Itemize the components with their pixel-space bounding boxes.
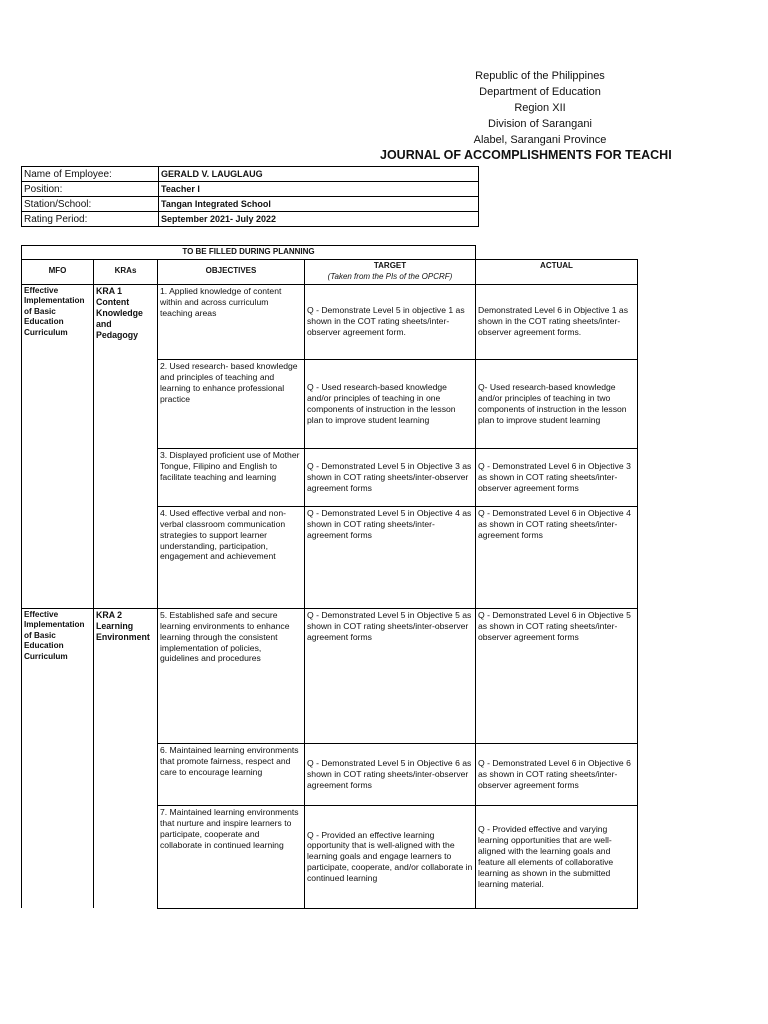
info-label: Position: [22,182,159,197]
objective-cell: 2. Used research- based knowledge and principles of teaching and learning to enhance professional practice [158,359,305,448]
info-label: Station/School: [22,197,159,212]
actual-cell: Q- Used research-based knowledge and/or principles of teaching in two components of instruction in the lesson plan to improve student learning [476,359,638,448]
target-header-label: TARGET [373,261,407,270]
info-row-rating-period [22,212,479,227]
info-label: Rating Period: [22,212,159,227]
info-row-position [22,182,479,197]
header-line-department: Department of Education [479,86,601,98]
target-cell: Q - Demonstrated Level 5 in Objective 6 as shown in COT rating sheets/inter-observer agreement forms [305,743,476,805]
actual-cell: Q - Provided effective and varying learning opportunities that are well-aligned with the learning goals and feature all elements of collaborative learning as shown in the submitted learning material. [476,805,638,908]
actual-cell: Q - Demonstrated Level 6 in Objective 6 as shown in COT rating sheets/inter-observer agreement forms [476,743,638,805]
objective-cell: 7. Maintained learning environments that nurture and inspire learners to participate, cooperate and collaborate in continued learning [158,805,305,908]
table-row [22,284,638,359]
mfo-cell: Effective Implementation of Basic Education Curriculum [22,284,94,608]
info-value: Tangan Integrated School [159,197,479,212]
header-line-republic: Republic of the Philippines [475,70,605,82]
column-header-row [22,260,638,285]
actual-cell: Demonstrated Level 6 in Objective 1 as shown in the COT rating sheets/inter-observer agreement forms. [476,284,638,359]
objective-cell: 3. Displayed proficient use of Mother Tongue, Filipino and English to facilitate teaching and learning [158,448,305,506]
header-line-location: Alabel, Sarangani Province [473,134,607,146]
target-cell: Q - Provided an effective learning opportunity that is well-aligned with the learning goals and engage learners to participate, cooperate, and/or collaborate in continued learning [305,805,476,908]
info-row-name [22,167,479,182]
objective-cell: 4. Used effective verbal and non-verbal classroom communication strategies to support learner understanding, participation, engagement and achievement [158,506,305,608]
planning-header-row [22,246,638,260]
target-cell: Q - Demonstrate Level 5 in objective 1 as shown in the COT rating sheets/inter-observer agreement form. [305,284,476,359]
kra-cell: KRA 2 Learning Environment [94,608,158,908]
target-cell: Q - Demonstrated Level 5 in Objective 5 as shown in COT rating sheets/inter-observer agreement forms [305,608,476,743]
target-cell: Q - Demonstrated Level 5 in Objective 4 as shown in COT rating sheets/inter-agreement forms [305,506,476,608]
column-header-kras: KRAs [94,260,158,285]
journal-table [21,245,638,909]
column-header-mfo: MFO [22,260,94,285]
info-label: Name of Employee: [22,167,159,182]
column-header-actual: ACTUAL [476,260,638,285]
target-cell: Q - Demonstrated Level 5 in Objective 3 as shown in COT rating sheets/inter-observer agreement forms [305,448,476,506]
column-header-target [305,260,476,285]
actual-cell: Q - Demonstrated Level 6 in Objective 5 as shown in COT rating sheets/inter-observer agreement forms [476,608,638,743]
header-line-division: Division of Sarangani [488,118,592,130]
table-row [22,608,638,743]
planning-header: TO BE FILLED DURING PLANNING [22,246,476,260]
empty-cell [476,246,638,260]
target-cell: Q - Used research-based knowledge and/or principles of teaching in one components of instruction in the lesson plan to improve student learning [305,359,476,448]
employee-info-table [21,166,479,227]
objective-cell: 5. Established safe and secure learning environments to enhance learning through the consistent implementation of policies, guidelines and procedures [158,608,305,743]
info-value: Teacher I [159,182,479,197]
column-header-objectives: OBJECTIVES [158,260,305,285]
info-value: September 2021- July 2022 [159,212,479,227]
mfo-cell: Effective Implementation of Basic Education Curriculum [22,608,94,908]
actual-cell: Q - Demonstrated Level 6 in Objective 3 as shown in COT rating sheets/inter-observer agreement forms [476,448,638,506]
info-row-station [22,197,479,212]
actual-cell: Q - Demonstrated Level 6 in Objective 4 as shown in COT rating sheets/inter-agreement forms [476,506,638,608]
target-header-sub: (Taken from the PIs of the OPCRF) [327,271,453,281]
document-title: JOURNAL OF ACCOMPLISHMENTS FOR TEACHI [380,148,672,162]
kra-cell: KRA 1 Content Knowledge and Pedagogy [94,284,158,608]
info-value: GERALD V. LAUGLAUG [159,167,479,182]
objective-cell: 1. Applied knowledge of content within and across curriculum teaching areas [158,284,305,359]
header-line-region: Region XII [514,102,566,114]
objective-cell: 6. Maintained learning environments that promote fairness, respect and care to encourage learning [158,743,305,805]
